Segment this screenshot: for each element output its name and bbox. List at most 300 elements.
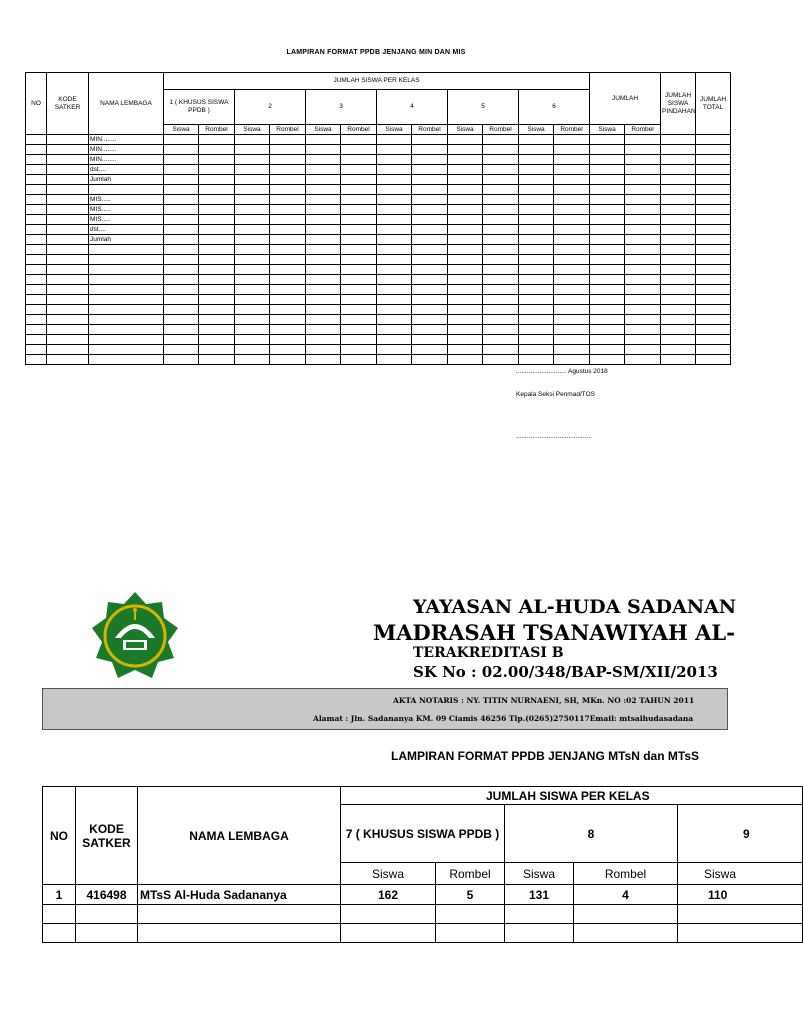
table-cell <box>625 305 661 315</box>
table-cell <box>270 195 306 205</box>
table-cell <box>625 215 661 225</box>
table-cell <box>661 255 696 265</box>
table-cell <box>554 315 590 325</box>
mts-table-wrap <box>42 786 750 946</box>
nama-lembaga-cell <box>89 315 164 325</box>
table-cell <box>341 275 377 285</box>
table-cell <box>696 215 731 225</box>
table-cell <box>661 155 696 165</box>
table-cell <box>519 165 554 175</box>
table-cell <box>306 335 341 345</box>
table-cell <box>26 205 47 215</box>
kelas-4-header: 4 <box>377 90 448 125</box>
table-cell <box>235 155 270 165</box>
table-cell <box>625 165 661 175</box>
table-row <box>26 225 731 235</box>
table-cell <box>625 135 661 145</box>
table-cell <box>341 235 377 245</box>
table-cell <box>483 195 519 205</box>
table-cell <box>696 255 731 265</box>
nama-lembaga-cell <box>89 185 164 195</box>
table-row <box>26 205 731 215</box>
min-mis-table <box>25 72 731 365</box>
table-cell <box>235 295 270 305</box>
siswa-subheader: Siswa <box>377 125 412 135</box>
nama-lembaga-cell <box>89 335 164 345</box>
table-cell <box>377 345 412 355</box>
table-row <box>26 285 731 295</box>
table-cell <box>412 205 448 215</box>
table-cell <box>554 145 590 155</box>
table-cell <box>377 305 412 315</box>
table-cell <box>448 145 483 155</box>
mts-kelas-8-header: 8 <box>505 805 678 863</box>
table-cell <box>483 155 519 165</box>
table-cell <box>625 315 661 325</box>
table-cell <box>625 295 661 305</box>
table-cell <box>448 355 483 365</box>
table-cell <box>554 285 590 295</box>
table-cell <box>590 175 625 185</box>
table-cell <box>47 235 89 245</box>
table-cell <box>199 255 235 265</box>
table-cell <box>554 245 590 255</box>
table-row <box>26 155 731 165</box>
table-cell <box>270 265 306 275</box>
table-cell <box>26 225 47 235</box>
table-cell <box>341 175 377 185</box>
table-cell <box>199 295 235 305</box>
table-cell <box>483 325 519 335</box>
table-cell <box>199 215 235 225</box>
table-row <box>26 305 731 315</box>
table-cell <box>270 225 306 235</box>
table-row <box>26 255 731 265</box>
table-cell <box>47 325 89 335</box>
table-cell <box>554 135 590 145</box>
mts-col-header-kode-satker: KODE SATKER <box>76 787 138 885</box>
table-cell <box>341 205 377 215</box>
table-cell <box>519 295 554 305</box>
table-cell <box>47 215 89 225</box>
table-cell <box>377 135 412 145</box>
signature-line: .......................................... <box>516 433 592 440</box>
table-cell <box>270 175 306 185</box>
table-cell <box>341 215 377 225</box>
siswa-subheader: Siswa <box>519 125 554 135</box>
table-cell <box>47 305 89 315</box>
table-cell <box>483 205 519 215</box>
table-cell <box>625 275 661 285</box>
table-cell <box>306 275 341 285</box>
table-cell <box>199 225 235 235</box>
table-row <box>26 195 731 205</box>
table-cell <box>199 305 235 315</box>
table-row <box>26 215 731 225</box>
table-cell <box>26 235 47 245</box>
table-cell <box>164 215 199 225</box>
yayasan-name: YAYASAN AL-HUDA SADANAN <box>413 596 737 618</box>
table-cell <box>519 265 554 275</box>
table-cell <box>448 255 483 265</box>
table-cell <box>696 315 731 325</box>
table-row <box>26 135 731 145</box>
nama-lembaga-cell: MIN........ <box>89 155 164 165</box>
table-cell <box>270 145 306 155</box>
table-cell <box>341 325 377 335</box>
table-cell <box>199 245 235 255</box>
table-cell <box>306 185 341 195</box>
table-cell <box>377 235 412 245</box>
nama-lembaga-cell: MIN........ <box>89 135 164 145</box>
table-cell <box>270 335 306 345</box>
table-cell <box>47 135 89 145</box>
table-cell <box>661 325 696 335</box>
mts-k9-siswa-header: Siswa <box>678 863 803 885</box>
rombel-subheader: Rombel <box>341 125 377 135</box>
table-cell <box>483 285 519 295</box>
table-cell <box>341 265 377 275</box>
table-cell <box>235 205 270 215</box>
table-cell <box>661 265 696 275</box>
nama-lembaga-cell: Jumlah <box>89 175 164 185</box>
mts-row1-k9-siswa: 110 <box>678 885 803 905</box>
table-cell <box>47 345 89 355</box>
table-cell <box>625 195 661 205</box>
table-cell <box>696 135 731 145</box>
table-cell <box>26 315 47 325</box>
table-cell <box>661 315 696 325</box>
table-cell <box>199 335 235 345</box>
table-cell <box>26 325 47 335</box>
nama-lembaga-cell: MIS..... <box>89 215 164 225</box>
mts-row1-nama: MTsS Al-Huda Sadananya <box>138 885 341 905</box>
table-cell <box>590 245 625 255</box>
table-cell <box>483 225 519 235</box>
letterhead-info-bar <box>42 688 728 730</box>
table-cell <box>696 145 731 155</box>
table-cell <box>412 285 448 295</box>
table-cell <box>199 265 235 275</box>
table-cell <box>164 275 199 285</box>
table-cell <box>448 275 483 285</box>
table-cell <box>661 195 696 205</box>
table-cell <box>412 215 448 225</box>
siswa-subheader: Siswa <box>235 125 270 135</box>
table-cell <box>26 345 47 355</box>
table-cell <box>554 295 590 305</box>
table-cell <box>341 185 377 195</box>
table-cell <box>164 145 199 155</box>
table-cell <box>47 295 89 305</box>
table-cell <box>26 245 47 255</box>
table-cell <box>661 145 696 155</box>
table-cell <box>661 185 696 195</box>
table-cell <box>377 245 412 255</box>
table-cell <box>199 285 235 295</box>
akta-notaris: AKTA NOTARIS : NY. TITIN NURNAENI, SH, MKn. NO :02 TAHUN 2011 <box>393 696 695 705</box>
table-cell <box>377 175 412 185</box>
table-cell <box>448 285 483 295</box>
table-cell <box>306 155 341 165</box>
table-cell <box>199 315 235 325</box>
table-cell <box>412 175 448 185</box>
table-cell <box>625 175 661 185</box>
akreditasi: TERAKREDITASI B <box>413 645 564 661</box>
table-cell <box>306 165 341 175</box>
table-cell <box>199 345 235 355</box>
table-cell <box>483 235 519 245</box>
table-row <box>26 235 731 245</box>
table-cell <box>661 215 696 225</box>
table-cell <box>306 345 341 355</box>
mts-row1-k7-rombel: 5 <box>436 885 505 905</box>
table-cell <box>661 235 696 245</box>
mts-form-title: LAMPIRAN FORMAT PPDB JENJANG MTsN dan MTsS <box>391 749 700 763</box>
col-header-total: JUMLAH TOTAL <box>696 73 731 135</box>
table-cell <box>270 325 306 335</box>
table-cell <box>519 335 554 345</box>
table-cell <box>483 355 519 365</box>
table-cell <box>590 355 625 365</box>
table-cell <box>306 295 341 305</box>
table-cell <box>590 265 625 275</box>
table-cell <box>448 315 483 325</box>
table-cell <box>590 205 625 215</box>
table-cell <box>590 185 625 195</box>
table-cell <box>625 225 661 235</box>
table-cell <box>235 165 270 175</box>
table-cell <box>448 185 483 195</box>
table-cell <box>235 255 270 265</box>
table-cell <box>164 295 199 305</box>
table-cell <box>26 155 47 165</box>
table-cell <box>448 265 483 275</box>
table-cell <box>519 275 554 285</box>
table-cell <box>483 275 519 285</box>
table-cell <box>590 295 625 305</box>
table-cell <box>412 325 448 335</box>
rombel-subheader: Rombel <box>554 125 590 135</box>
table-row <box>26 165 731 175</box>
table-cell <box>696 175 731 185</box>
table-cell <box>625 335 661 345</box>
nama-lembaga-cell: dst.... <box>89 225 164 235</box>
table-cell <box>412 135 448 145</box>
table-cell <box>199 325 235 335</box>
table-cell <box>164 195 199 205</box>
table-cell <box>270 215 306 225</box>
table-cell <box>448 225 483 235</box>
mts-col-header-no: NO <box>43 787 76 885</box>
table-cell <box>696 305 731 315</box>
table-cell <box>519 195 554 205</box>
col-header-pindahan: JUMLAH SISWA PINDAHAN <box>661 73 696 135</box>
table-cell <box>306 355 341 365</box>
table-cell <box>47 255 89 265</box>
table-cell <box>26 215 47 225</box>
table-cell <box>306 195 341 205</box>
table-cell <box>590 215 625 225</box>
table-cell <box>661 135 696 145</box>
table-cell <box>696 295 731 305</box>
table-cell <box>164 285 199 295</box>
table-cell <box>270 155 306 165</box>
table-row <box>26 145 731 155</box>
table-cell <box>306 225 341 235</box>
table-cell <box>625 285 661 295</box>
table-cell <box>483 295 519 305</box>
table-cell <box>590 155 625 165</box>
table-cell <box>554 165 590 175</box>
table-cell <box>412 265 448 275</box>
table-row <box>43 924 803 943</box>
table-cell <box>448 195 483 205</box>
table-cell <box>661 175 696 185</box>
table-cell <box>235 315 270 325</box>
table-cell <box>590 255 625 265</box>
table-cell <box>448 175 483 185</box>
table-row <box>26 295 731 305</box>
table-cell <box>519 215 554 225</box>
table-cell <box>519 315 554 325</box>
nama-lembaga-cell <box>89 285 164 295</box>
table-cell <box>377 185 412 195</box>
table-cell <box>696 275 731 285</box>
table-cell <box>519 255 554 265</box>
table-cell <box>306 135 341 145</box>
table-cell <box>554 345 590 355</box>
table-cell <box>696 245 731 255</box>
mts-k8-rombel-header: Rombel <box>574 863 678 885</box>
table-cell <box>270 295 306 305</box>
table-cell <box>448 215 483 225</box>
kelas-6-header: 6 <box>519 90 590 125</box>
table-cell <box>270 345 306 355</box>
table-cell <box>483 145 519 155</box>
table-cell <box>199 185 235 195</box>
table-cell <box>483 315 519 325</box>
table-cell <box>625 145 661 155</box>
table-cell <box>164 325 199 335</box>
table-cell <box>235 265 270 275</box>
table-cell <box>47 315 89 325</box>
table-cell <box>377 215 412 225</box>
table-cell <box>235 135 270 145</box>
table-cell <box>554 175 590 185</box>
table-cell <box>164 155 199 165</box>
table-cell <box>590 225 625 235</box>
table-cell <box>696 235 731 245</box>
nama-lembaga-cell <box>89 325 164 335</box>
table-cell <box>377 275 412 285</box>
table-cell <box>412 235 448 245</box>
alamat: Alamat : Jln. Sadananya KM. 09 Ciamis 46256 Tlp.(0265)2750117Email: mtsalhudasadana <box>313 714 694 723</box>
table-cell <box>47 335 89 345</box>
table-cell <box>47 155 89 165</box>
table-cell <box>554 155 590 165</box>
mts-k7-siswa-header: Siswa <box>341 863 436 885</box>
table-cell <box>519 175 554 185</box>
mts-k7-rombel-header: Rombel <box>436 863 505 885</box>
table-cell <box>483 215 519 225</box>
table-cell <box>341 165 377 175</box>
table-cell <box>519 355 554 365</box>
table-cell <box>483 305 519 315</box>
table-cell <box>519 155 554 165</box>
table-cell <box>661 305 696 315</box>
rombel-subheader: Rombel <box>270 125 306 135</box>
table-cell <box>199 135 235 145</box>
table-cell <box>164 175 199 185</box>
table-cell <box>590 315 625 325</box>
table-cell <box>47 275 89 285</box>
table-cell <box>554 195 590 205</box>
table-cell <box>377 145 412 155</box>
table-cell <box>199 145 235 155</box>
table-cell <box>341 355 377 365</box>
table-cell <box>448 235 483 245</box>
table-cell <box>235 145 270 155</box>
table-cell <box>696 195 731 205</box>
table-cell <box>47 245 89 255</box>
table-cell <box>270 185 306 195</box>
table-cell <box>235 215 270 225</box>
table-cell <box>306 215 341 225</box>
table-cell <box>377 195 412 205</box>
rombel-subheader: Rombel <box>625 125 661 135</box>
table-cell <box>164 245 199 255</box>
mts-table <box>42 786 803 943</box>
table-cell <box>47 355 89 365</box>
table-row <box>26 325 731 335</box>
table-cell <box>341 135 377 145</box>
table-cell <box>448 245 483 255</box>
table-cell <box>341 315 377 325</box>
siswa-subheader: Siswa <box>306 125 341 135</box>
table-cell <box>590 345 625 355</box>
mts-row1-no: 1 <box>43 885 76 905</box>
table-cell <box>341 345 377 355</box>
table-cell <box>377 225 412 235</box>
table-cell <box>235 285 270 295</box>
table-cell <box>696 345 731 355</box>
table-cell <box>483 335 519 345</box>
nama-lembaga-cell <box>89 255 164 265</box>
table-cell <box>661 285 696 295</box>
mts-col-header-jumlah-siswa: JUMLAH SISWA PER KELAS <box>341 787 803 805</box>
table-cell <box>696 185 731 195</box>
siswa-subheader: Siswa <box>590 125 625 135</box>
nama-lembaga-cell: Jumlah <box>89 235 164 245</box>
nama-lembaga-cell: dst.... <box>89 165 164 175</box>
table-cell <box>625 235 661 245</box>
table-cell <box>554 255 590 265</box>
table-cell <box>590 305 625 315</box>
rombel-subheader: Rombel <box>412 125 448 135</box>
table-cell <box>377 285 412 295</box>
table-cell <box>696 205 731 215</box>
table-cell <box>199 175 235 185</box>
table-cell <box>696 335 731 345</box>
table-cell <box>519 235 554 245</box>
table-cell <box>590 135 625 145</box>
table-cell <box>199 275 235 285</box>
table-cell <box>554 215 590 225</box>
table-row <box>26 315 731 325</box>
table-cell <box>199 355 235 365</box>
table-cell <box>625 245 661 255</box>
